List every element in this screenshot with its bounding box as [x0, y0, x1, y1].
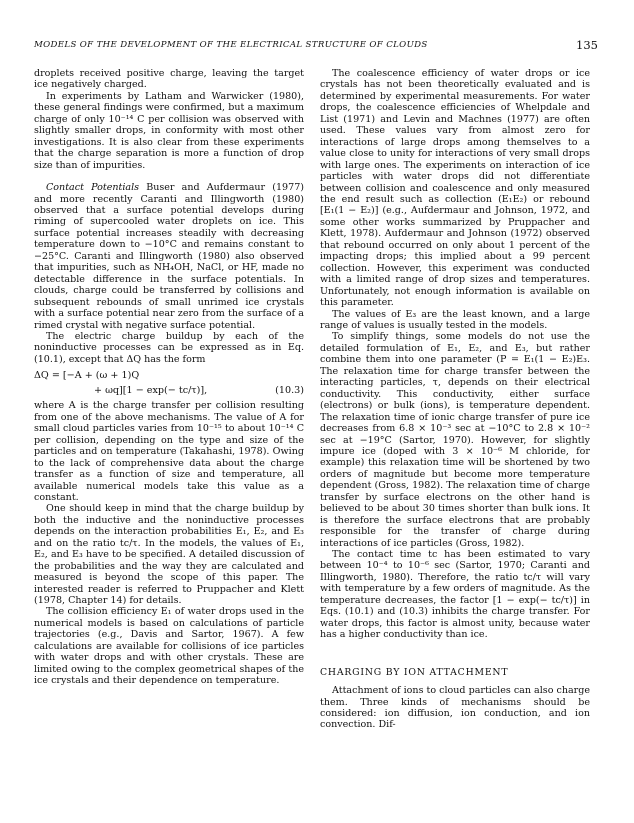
paragraph-contact-potentials: [34, 182, 304, 331]
paragraph: One should keep in mind that the charge buildup by both the inductive and the noninductive processes depends on the interaction probabilities E₁, E₂, and E₃ and on the ratio tc/τ. In the models, the values of E₁, E₂, and E₃ have to be specified. A detailed discussion of the probabilities and the way they are calculated and measured is beyond the scope of this paper. The interested reader is referred to Pruppacher and Klett (1978, Chapter 14) for details.: [34, 503, 304, 607]
equation-line-2: + ωq][1 − exp(− tc/τ)],: [94, 385, 208, 397]
page-number: 135: [576, 38, 598, 52]
paragraph-text: Buser and Aufdermaur (1977) and more recently Caranti and Illingworth (1980) observed that a surface potential develops during riming of supercooled water droplets on ice. This surface potential increases steadily with decreasing temperature down to −10°C and remains constant to −25°C. Caranti and Illingworth (1980) also observed that impurities, such as NH₄OH, NaCl, or HF, made no detectable difference in the surface potentials. In clouds, charge could be transferred by collisions and subsequent rebounds of small unrimed ice crystals with a surface potential near zero from the surface of a rimed crystal with negative surface potential.: [34, 182, 305, 331]
equation-10-3: [34, 368, 304, 398]
paragraph: In experiments by Latham and Warwicker (1980), these general findings were confirmed, but a maximum charge of only 10⁻¹⁴ C per collision was observed with slightly smaller drops, in conformity with most other investigations. It is also clear from these experiments that the charge separation is more a function of drop size than of impurities.: [34, 90, 304, 171]
paragraph: To simplify things, some models do not use the detailed formulation of E₁, E₂, and E₃, but rather combine them into one parameter (P = E₁(1 − E₂)E₃. The relaxation time for charge transfer between the interacting particles, τ, depends on their electrical conductivity. This conductivity, either surface (electrons) or bulk (ions), is temperature dependent. The relaxation time of ionic charge transfer of pure ice decreases from 6.8 × 10⁻³ sec at −10°C to 2.8 × 10⁻² sec at −19°C (Sartor, 1970). However, for slightly impure ice (doped with 3 × 10⁻⁶ M chloride, for example) this relaxation time will be shortened by two orders of magnitude but become more temperature dependent (Gross, 1982). The relaxation time of charge transfer by surface electrons on the other hand is believed to be about 30 times shorter than bulk ions. It is therefore the surface electrons that are probably responsible for the transfer of charge during interactions of ice particles (Gross, 1982).: [320, 331, 590, 549]
running-head: [34, 40, 598, 56]
paragraph: The values of E₃ are the least known, and a large range of values is usually tested in the models.: [320, 308, 590, 331]
equation-number: (10.3): [275, 385, 304, 397]
equation-line-1: ΔQ = [−A + (ω + 1)Q: [34, 370, 140, 382]
paragraph: The electric charge buildup by each of the noninductive processes can be expressed as in Eq. (10.1), except that ΔQ has the form: [34, 330, 304, 365]
right-column: [320, 68, 590, 731]
paragraph: where A is the charge transfer per collision resulting from one of the above mechanisms. The value of A for small cloud particles varies from 10⁻¹⁵ to about 10⁻¹⁴ C per collision, depending on the type and size of the particles and on temperature (Takahashi, 1978). Owing to the lack of comprehensive data about the charge transfer as a function of size and temperature, all available numerical models take this value as a constant.: [34, 400, 304, 503]
paragraph: droplets received positive charge, leaving the target ice negatively charged.: [34, 68, 304, 91]
left-column: [34, 68, 304, 687]
paragraph: The collision efficiency E₁ of water drops used in the numerical models is based on calculations of particle trajectories (e.g., Davis and Sartor, 1967). A few calculations are available for collisions of ice particles with water drops and with other crystals. These are limited owing to the complex geometrical shapes of the ice crystals and their dependence on temperature.: [34, 606, 304, 687]
section-heading: CHARGING BY ION ATTACHMENT: [320, 666, 509, 678]
running-head-title: MODELS OF THE DEVELOPMENT OF THE ELECTRICAL STRUCTURE OF CLOUDS: [34, 40, 428, 50]
run-in-heading: Contact Potentials: [46, 182, 140, 194]
paragraph: Attachment of ions to cloud particles can also charge them. Three kinds of mechanisms should be considered: ion diffusion, ion conduction, and ion convection. Dif-: [320, 685, 590, 731]
paragraph: The contact time tc has been estimated to vary between 10⁻⁴ to 10⁻⁶ sec (Sartor, 1970; Caranti and Illingworth, 1980). Therefore, the ratio tc/τ will vary with temperature by a few orders of magnitude. As the temperature decreases, the factor [1 − exp(− tc/τ)] in Eqs. (10.1) and (10.3) inhibits the charge transfer. For water drops, this factor is almost unity, because water has a higher conductivity than ice.: [320, 549, 590, 641]
paragraph: The coalescence efficiency of water drops or ice crystals has not been theoretically evaluated and is determined by experimental measurements. For water drops, the coalescence efficiencies of Whelpdale and List (1971) and Levin and Machnes (1977) are often used. These values vary from almost zero for interactions of large drops among themselves to a value close to unity for interactions of very small drops with large ones. The experiments on interaction of ice particles with water drops did not differentiate between collision and coalescence and only measured the end result such as collection (E₁E₂) or rebound [E₁(1 − E₂)] (e.g., Aufdermaur and Johnson, 1972, and some other works summarized by Pruppacher and Klett, 1978). Aufdermaur and Johnson (1972) observed that rebound occurred on only about 1 percent of the impacting drops; this implied about a 99 percent collection. However, this experiment was conducted with a limited range of drop sizes and temperatures. Unfortunately, not enough information is available on this parameter.: [320, 68, 590, 309]
